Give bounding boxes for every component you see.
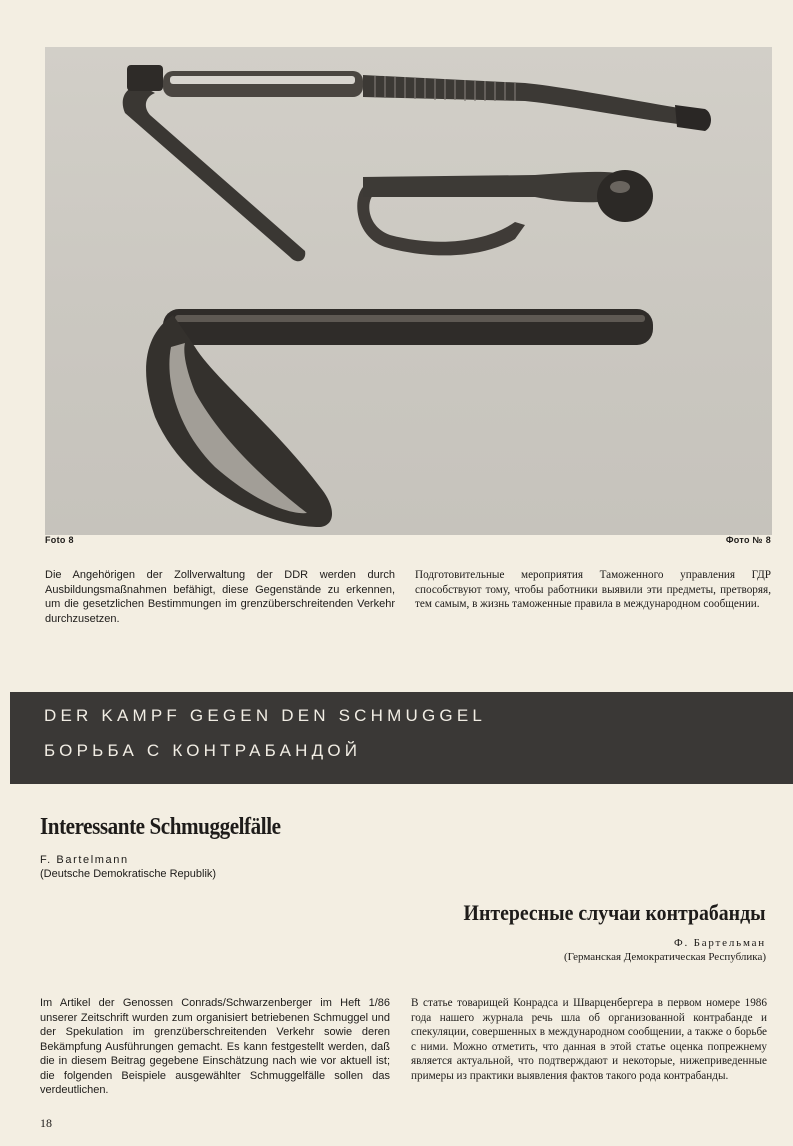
banner-title-de: DER KAMPF GEGEN DEN SCHMUGGEL xyxy=(44,706,487,725)
article-body-de: Im Artikel der Genossen Conrads/Schwarzenberger im Heft 1/86 unserer Zeitschrift wurden zum organisiert betriebenen Schmuggel und der Spekulation im grenzüberschreitenden Verkehr sowie deren Bekämpfung Ausführungen gemacht. Es kann festgestellt werden, daß die in diesem Beitrag gegebene Einschätzung nach wie vor aktuell ist; die folgenden Beispiele ausgewählter Schmuggelfälle sollen das verdeutlichen. xyxy=(40,997,390,1096)
author-block-de xyxy=(40,853,216,881)
caption-text-ru: Подготовительные мероприятия Таможенного управления ГДР способствуют тому, чтобы работники выявили эти предметы, претворяя, тем самым, в жизнь таможенные правила в международном сообщении. xyxy=(415,569,771,610)
photo-weapons xyxy=(45,47,772,535)
photo-caption-de: Foto 8 xyxy=(45,535,74,545)
author-block-ru xyxy=(564,936,766,964)
author-name-ru: Ф. Бартельман xyxy=(674,937,766,949)
article-body-ru: В статье товарищей Конрадса и Шварценбергера в первом номере 1986 года нашего журнала речь шла об организованной контрабанде и спекуляции, совершенных в международном сообщении, а также о борьбе с ними. Можно отметить, что данная в этой статье оценка попрежнему является актуальной, что подтверждают и некоторые, нижеприведенные примеры из практики выявления фактов такого рода контрабанды. xyxy=(411,997,767,1082)
page-number: 18 xyxy=(40,1116,52,1130)
author-country-ru: (Германская Демократическая Республика) xyxy=(563,951,766,963)
photo-illustration xyxy=(45,47,772,535)
caption-text-de: Die Angehörigen der Zollverwaltung der DDR werden durch Ausbildungsmaßnahmen befähigt, diese Gegenstände zu erkennen, um die gesetzlichen Bestimmungen im grenzüberschreitenden Verkehr durchzusetzen. xyxy=(45,569,395,625)
article-title-ru: Интересные случаи контрабанды xyxy=(463,900,766,925)
author-country-de: (Deutsche Demokratische Republik) xyxy=(40,868,217,880)
banner-title-ru: БОРЬБА С КОНТРАБАНДОЙ xyxy=(44,741,362,760)
section-banner xyxy=(10,692,793,784)
author-name-de: F. Bartelmann xyxy=(40,854,129,866)
photo-caption-ru: Фото № 8 xyxy=(725,535,771,545)
article-title-de: Interessante Schmuggelfälle xyxy=(40,814,281,840)
